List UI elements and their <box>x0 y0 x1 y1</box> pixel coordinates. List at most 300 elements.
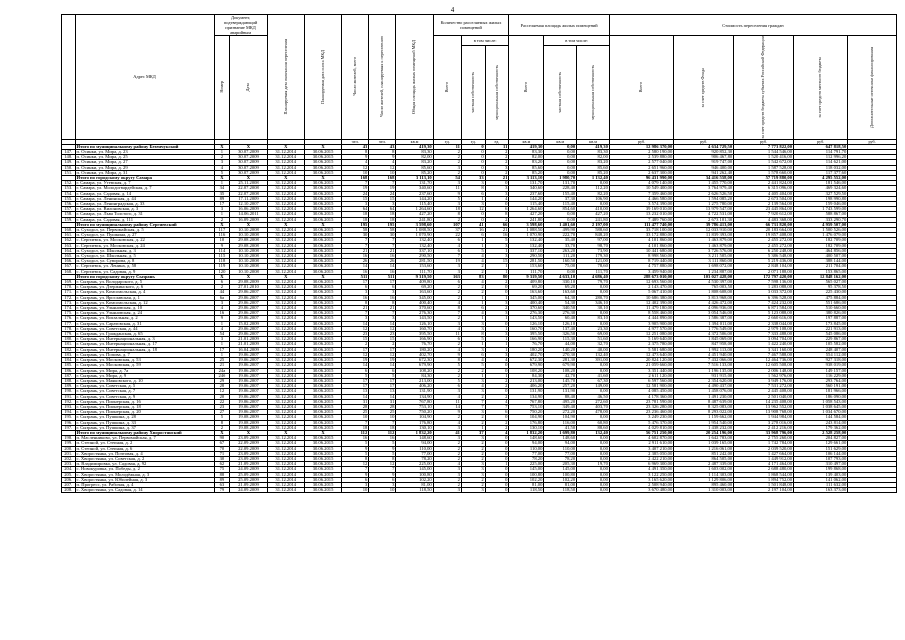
cell-cost-region: 7 424 232,00 <box>734 300 794 305</box>
cell-doc-date: 29.06.2007 <box>230 306 267 311</box>
cell-doc-date: 29.06.2007 <box>230 332 267 337</box>
cell-doc-number: 3 <box>214 207 230 212</box>
cell-doc-number: 4 <box>214 326 230 331</box>
cell-cost-fund: 919 747,00 <box>674 160 734 165</box>
cell-doc-date: 25.11.2008 <box>230 181 267 186</box>
cell-planned-end: 31.12.2014 <box>267 186 304 191</box>
cell-row-number: 204. <box>62 467 76 472</box>
cell-row-number: 153. <box>62 186 76 191</box>
col-rooms-private-header: частная собственность <box>461 46 485 140</box>
cell-rooms-total: 2 <box>433 149 461 154</box>
table-row <box>62 488 897 493</box>
cell-rooms-municipal: 3 <box>485 332 509 337</box>
cell-total-area: 84,30 <box>396 373 433 378</box>
cell-residents: 511 <box>342 274 369 279</box>
cell-cost-fund: 13 979 547,00 <box>674 207 734 212</box>
cell-area-total: 76,70 <box>509 342 544 347</box>
cell-cost-local: 182 709,00 <box>794 238 848 243</box>
cell-rooms-municipal: 0 <box>485 321 509 326</box>
cell-total-area: 180,20 <box>396 347 433 352</box>
cell-planned-end: 31.12.2014 <box>267 326 304 331</box>
cell-planned-demolition: 30.06.2015 <box>304 238 341 243</box>
cell-area-total: 130,10 <box>509 425 544 430</box>
cell-row-number: 193. <box>62 404 76 409</box>
cell-planned-demolition: 30.06.2015 <box>304 228 341 233</box>
cell-residents: 6 <box>342 368 369 373</box>
cell-rooms-total: 4 <box>433 394 461 399</box>
cell-rooms-private: 33 <box>461 175 485 180</box>
cell-rooms-municipal: 0 <box>485 477 509 482</box>
cell-doc-number: 4 <box>214 165 230 170</box>
cell-residents-planned: 5 <box>369 451 396 456</box>
cell-planned-demolition: 30.06.2015 <box>304 285 341 290</box>
cell-rooms-private: 2 <box>461 482 485 487</box>
cell-residents-planned: 7 <box>369 311 396 316</box>
cell-rooms-private: 0 <box>461 170 485 175</box>
col-total-area-header: Общая площадь жилых помещений МКД <box>396 15 433 140</box>
cell-address: п. Осинки, ул. Мира, д. 31 <box>75 170 214 175</box>
cell-rooms-private: 3 <box>461 436 485 441</box>
cell-residents-planned: 511 <box>369 274 396 279</box>
cell-planned-demolition: 30.06.2015 <box>304 280 341 285</box>
cell-planned-demolition: 30.06.2015 <box>304 191 341 196</box>
cell-area-municipal: 427,20 <box>577 212 610 217</box>
cell-doc-number: 20 <box>214 394 230 399</box>
cell-area-private: 33,70 <box>544 243 577 248</box>
cell-residents: 21 <box>342 306 369 311</box>
cell-cost-fund: 1 992 113,00 <box>674 347 734 352</box>
cell-rooms-municipal: 0 <box>485 451 509 456</box>
cell-address: г. Самара, ул. Утевская, д. 7 <box>75 181 214 186</box>
cell-cost-total: 2 577 040,00 <box>609 160 673 165</box>
cell-planned-end: 31.12.2014 <box>267 368 304 373</box>
cell-area-municipal: 82,20 <box>577 191 610 196</box>
cell-cost-total: 23 326 280,00 <box>609 404 673 409</box>
cell-planned-demolition: X <box>304 222 341 227</box>
cell-address: г. Сызрань, ул. Ярославская, д. 1 <box>75 295 214 300</box>
cell-cost-region: 1 742 784,00 <box>734 441 794 446</box>
cell-residents-planned: 18 <box>369 212 396 217</box>
cell-area-private: 326,50 <box>544 332 577 337</box>
cell-residents-planned: 14 <box>369 321 396 326</box>
cell-cost-region: 2 412 216,00 <box>734 425 794 430</box>
cell-area-total: 115,40 <box>509 202 544 207</box>
cell-area-municipal: 0,00 <box>577 472 610 477</box>
cell-area-private: 108,20 <box>544 368 577 373</box>
cell-residents-planned: 15 <box>369 337 396 342</box>
cell-rooms-municipal: 2 <box>485 170 509 175</box>
cell-cost-total: 56 751 250,00 <box>609 430 673 435</box>
cell-planned-end: 31.12.2014 <box>267 462 304 467</box>
cell-residents-planned: 195 <box>369 222 396 227</box>
cell-planned-demolition: 30.06.2015 <box>304 264 341 269</box>
cell-rooms-private: 2 <box>461 285 485 290</box>
cell-planned-end: 31.12.2014 <box>267 384 304 389</box>
cell-cost-region: 7 467 588,00 <box>734 352 794 357</box>
cell-cost-fund: 1 491 230,00 <box>674 394 734 399</box>
cell-cost-fund: 1 275 780,00 <box>674 202 734 207</box>
cell-residents-planned: 5 <box>369 373 396 378</box>
cell-cost-region: 14 235 408,00 <box>734 399 794 404</box>
cell-area-total: 1 264,60 <box>509 207 544 212</box>
cell-planned-end: 31.12.2014 <box>267 394 304 399</box>
cell-rooms-total: 41 <box>433 430 461 435</box>
cell-cost-total: 2 651 960,00 <box>609 165 673 170</box>
cell-area-municipal: 4 686,40 <box>577 274 610 279</box>
cell-area-private: 0,00 <box>544 149 577 154</box>
cell-row-number: 161. <box>62 233 76 238</box>
cell-rooms-total: 2 <box>433 477 461 482</box>
cell-area-municipal: 0,00 <box>577 363 610 368</box>
cell-rooms-private: 1 <box>461 238 485 243</box>
cell-cost-total: 288 673 010,00 <box>609 274 673 279</box>
cell-area-municipal: 346,10 <box>577 300 610 305</box>
cell-area-private: 35,40 <box>544 238 577 243</box>
cell-area-private: 854,60 <box>544 207 577 212</box>
cell-row-number: 202. <box>62 456 76 461</box>
cell-cost-total: 3 574 390,00 <box>609 202 673 207</box>
cell-cost-local: 107 793,00 <box>794 456 848 461</box>
cell-area-municipal: 32,70 <box>577 342 610 347</box>
cell-cost-total: 2 539 880,00 <box>609 155 673 160</box>
cell-rooms-total: 2 <box>433 415 461 420</box>
cell-row-number: 177. <box>62 321 76 326</box>
cell-address: п. Осинки, ул. Мира, д. 23 <box>75 149 214 154</box>
cell-cost-region: 12 464 736,00 <box>734 358 794 363</box>
cell-planned-end: 31.12.2014 <box>267 207 304 212</box>
cell-cost-region: 2 755 260,00 <box>734 436 794 441</box>
cell-row-number: 147. <box>62 149 76 154</box>
col-rooms-municipal-header: муниципальная собственность <box>485 46 509 140</box>
cell-area-private: 263,20 <box>544 248 577 253</box>
cell-area-private: 115,40 <box>544 202 577 207</box>
cell-area-private: 104,90 <box>544 415 577 420</box>
cell-area-total: 85,20 <box>509 170 544 175</box>
cell-area-private: 0,00 <box>544 170 577 175</box>
cell-row-number: 168. <box>62 269 76 274</box>
cell-planned-end: 31.12.2014 <box>267 264 304 269</box>
cell-residents-planned: 7 <box>369 181 396 186</box>
cell-cost-fund: 3 764 979,40 <box>674 186 734 191</box>
cell-cost-total: 8 998 560,00 <box>609 254 673 259</box>
cell-residents-planned: 17 <box>369 280 396 285</box>
cell-area-municipal: 23,30 <box>577 326 610 331</box>
cell-area-municipal: 0,00 <box>577 451 610 456</box>
cell-total-area: 402,70 <box>396 352 433 357</box>
cell-cost-fund: 1 039 165,00 <box>674 441 734 446</box>
cell-row-number: 196. <box>62 420 76 425</box>
cell-area-municipal: 391,00 <box>577 358 610 363</box>
cell-area-total: 237,60 <box>509 191 544 196</box>
cell-cost-region: 5 123 088,00 <box>734 311 794 316</box>
cell-cost-local: 927 318,00 <box>794 358 848 363</box>
cell-planned-end: 31.12.2014 <box>267 337 304 342</box>
cell-doc-date: 19.08.2009 <box>230 415 267 420</box>
cell-rooms-private: 7 <box>461 399 485 404</box>
cell-planned-demolition: 30.06.2015 <box>304 170 341 175</box>
cell-total-area: 1 070,90 <box>396 233 433 238</box>
cell-cost-local: 106 144,00 <box>794 451 848 456</box>
cell-rooms-private: 3 <box>461 467 485 472</box>
cell-planned-demolition: 30.06.2015 <box>304 363 341 368</box>
cell-area-total: 340,60 <box>509 186 544 191</box>
cell-residents: 5 <box>342 373 369 378</box>
cell-area-private: 1 699,80 <box>544 430 577 435</box>
cell-rooms-private: 0 <box>461 149 485 154</box>
cell-total-area: 76,70 <box>396 342 433 347</box>
cell-rooms-total: 2 <box>433 217 461 222</box>
cell-doc-date: 16.09.2009 <box>230 217 267 222</box>
cell-area-municipal: 85,20 <box>577 170 610 175</box>
cell-row-number: 171. <box>62 290 76 295</box>
cell-area-municipal: 132,40 <box>577 430 610 435</box>
cell-cost-fund: 847 958,00 <box>674 342 734 347</box>
cell-residents-planned: 10 <box>369 170 396 175</box>
cell-cost-fund: 1 776 549,00 <box>674 326 734 331</box>
cell-address: г. Самара, ул. Ленинская, д. 44 <box>75 196 214 201</box>
cell-planned-demolition: 30.06.2015 <box>304 368 341 373</box>
cell-rooms-total: 8 <box>433 212 461 217</box>
cell-cost-total: 5 581 680,00 <box>609 347 673 352</box>
cell-planned-end: 31.12.2014 <box>267 233 304 238</box>
cell-cost-total: 3 122 250,00 <box>609 472 673 477</box>
cell-doc-date: 10.10.2008 <box>230 259 267 264</box>
cell-rooms-municipal: 1 <box>485 337 509 342</box>
cell-row-number: 185. <box>62 363 76 368</box>
cell-cost-region: 1 562 976,00 <box>734 373 794 378</box>
cell-doc-number: X <box>214 222 230 227</box>
cell-area-municipal: 67,30 <box>577 378 610 383</box>
cell-cost-local: 248 407,00 <box>794 347 848 352</box>
cell-row-number: 163. <box>62 243 76 248</box>
cell-cost-fund: 3 211 505,00 <box>674 254 734 259</box>
cell-area-total: 753,10 <box>509 404 544 409</box>
cell-planned-demolition: 30.06.2015 <box>304 165 341 170</box>
cell-doc-date: X <box>230 175 267 180</box>
cell-total-area: 1 088,50 <box>396 228 433 233</box>
cell-area-municipal: 121,00 <box>577 259 610 264</box>
cell-cost-local: 388 144,00 <box>794 259 848 264</box>
cell-residents: 2 <box>342 342 369 347</box>
col-cost-region-header: за счет средств бюджета субъекта Российской Федерации <box>734 36 794 140</box>
cell-cost-fund: 765 003,50 <box>674 285 734 290</box>
cell-doc-date: 29.08.2009 <box>230 280 267 285</box>
cell-cost-local: 475 884,00 <box>794 295 848 300</box>
cell-total-area: 104,90 <box>396 415 433 420</box>
cell-address: с. Сергиевск, ул. Московская, д. 22 <box>75 238 214 243</box>
cell-cost-region: 1 868 544,00 <box>734 472 794 477</box>
cell-area-private: 499,90 <box>544 228 577 233</box>
cell-cost-fund: 4 451 940,00 <box>674 352 734 357</box>
cell-cost-fund: 2 626 526,50 <box>674 191 734 196</box>
cell-rooms-municipal: 1 <box>485 347 509 352</box>
cell-area-municipal: 403,70 <box>577 404 610 409</box>
cell-residents-planned: 13 <box>369 389 396 394</box>
cell-residents: 21 <box>342 248 369 253</box>
cell-area-private: 137,40 <box>544 326 577 331</box>
cell-cost-region: 33 968 796,00 <box>734 430 794 435</box>
cell-cost-local: 333 290,70 <box>794 217 848 222</box>
cell-rooms-private: 2 <box>461 264 485 269</box>
cell-cost-fund: 1 458 076,00 <box>674 389 734 394</box>
cell-residents: 5 <box>342 451 369 456</box>
cell-rooms-municipal: 2 <box>485 394 509 399</box>
cell-planned-demolition: 30.06.2015 <box>304 347 341 352</box>
cell-cost-region: 2 660 616,00 <box>734 316 794 321</box>
cell-cost-region: 1 449 912,00 <box>734 456 794 461</box>
cell-rooms-municipal: 2 <box>485 217 509 222</box>
cell-planned-demolition: 30.06.2015 <box>304 311 341 316</box>
cell-rooms-private: 4 <box>461 280 485 285</box>
cell-row-number: 188. <box>62 378 76 383</box>
cell-total-area: 110,00 <box>396 446 433 451</box>
cell-planned-demolition: 30.06.2015 <box>304 404 341 409</box>
cell-cost-total: 2 611 120,00 <box>609 373 673 378</box>
col-rooms-total-header: Всего <box>433 36 461 140</box>
cell-residents: 16 <box>342 436 369 441</box>
cell-cost-total: 4 178 360,00 <box>609 394 673 399</box>
cell-cost-total: 33 718 100,00 <box>609 228 673 233</box>
cell-residents: 17 <box>342 384 369 389</box>
cell-rooms-municipal: 16 <box>485 233 509 238</box>
cell-address: п. Суходол, ул. Первомайская, д. 5 <box>75 228 214 233</box>
cell-cost-local: 181 966,00 <box>794 389 848 394</box>
cell-planned-end: 31.12.2014 <box>267 165 304 170</box>
cell-area-total: 3 598,60 <box>509 222 544 227</box>
cell-total-area: 148,60 <box>396 436 433 441</box>
cell-total-area: 395,50 <box>396 332 433 337</box>
cell-doc-number: 2 <box>214 217 230 222</box>
cell-cost-region: 12 605 508,00 <box>734 363 794 368</box>
cell-planned-end: 31.12.2014 <box>267 420 304 425</box>
cell-residents: 19 <box>342 186 369 191</box>
cell-row-number: 151. <box>62 170 76 175</box>
cell-rooms-total: 2 <box>433 446 461 451</box>
cell-residents-planned: 8 <box>369 456 396 461</box>
cell-rooms-private: 0 <box>461 160 485 165</box>
cell-address: г. Сызрань, ул. Попова, д. 7 <box>75 352 214 357</box>
cell-cost-region: 3 278 016,00 <box>734 420 794 425</box>
cell-area-municipal: 40,00 <box>577 347 610 352</box>
cell-residents: 24 <box>342 191 369 196</box>
cell-cost-fund: 1 698 072,00 <box>674 264 734 269</box>
cell-row-number: 182. <box>62 347 76 352</box>
cell-rooms-total: 6 <box>433 280 461 285</box>
cell-doc-date: 23.09.2009 <box>230 451 267 456</box>
cell-area-municipal: 0,00 <box>577 368 610 373</box>
cell-cost-total: 4 029 810,00 <box>609 425 673 430</box>
cell-area-private: 4 633,10 <box>544 274 577 279</box>
cell-residents-planned: 30 <box>369 233 396 238</box>
cell-cost-total: 2 422 210,00 <box>609 456 673 461</box>
cell-rooms-private: 8 <box>461 332 485 337</box>
cell-total-area: 115,40 <box>396 202 433 207</box>
cell-area-municipal: 0,00 <box>577 482 610 487</box>
cell-residents-planned: 19 <box>369 358 396 363</box>
cell-doc-date: 29.06.2007 <box>230 290 267 295</box>
cell-cost-local: 565 027,00 <box>794 280 848 285</box>
cell-cost-fund: 4 426 472,00 <box>674 300 734 305</box>
cell-cost-region: 1 578 660,00 <box>734 170 794 175</box>
cell-planned-end: 31.12.2014 <box>267 149 304 154</box>
cell-rooms-private: 3 <box>461 488 485 493</box>
cell-area-municipal: 0,00 <box>577 321 610 326</box>
cell-area-private: 495,20 <box>544 399 577 404</box>
cell-row-number: 166. <box>62 259 76 264</box>
cell-rooms-private: 0 <box>461 165 485 170</box>
cell-residents: 3 <box>342 316 369 321</box>
cell-area-private: 1 980,70 <box>544 175 577 180</box>
cell-area-municipal: 0,00 <box>577 446 610 451</box>
cell-cost-fund: 1 455 770,00 <box>674 181 734 186</box>
cell-rooms-private: 3 <box>461 472 485 477</box>
cell-area-private: 222,70 <box>544 233 577 238</box>
cell-total-area: 77,00 <box>396 451 433 456</box>
cell-residents: 9 <box>342 472 369 477</box>
cell-cost-local: 151 629,00 <box>794 446 848 451</box>
cell-planned-demolition: 30.06.2015 <box>304 399 341 404</box>
cell-cost-region: 2 688 480,00 <box>734 467 794 472</box>
cell-planned-demolition: 30.06.2015 <box>304 472 341 477</box>
cell-doc-date: 19.06.2007 <box>230 394 267 399</box>
cell-rooms-private: 6 <box>461 191 485 196</box>
cell-cost-region: 13 962 552,00 <box>734 404 794 409</box>
cell-doc-number: 10 <box>214 238 230 243</box>
cell-address: г. Сызрань, ул. Советская, д. 9 <box>75 394 214 399</box>
cell-cost-total: 4 491 350,00 <box>609 467 673 472</box>
cell-area-municipal: 0,00 <box>577 389 610 394</box>
cell-cost-local: 293 764,00 <box>794 378 848 383</box>
cell-rooms-total: 2 <box>433 155 461 160</box>
cell-cost-local: 647 818,50 <box>794 144 848 149</box>
cell-doc-date: 16.06.2009 <box>230 207 267 212</box>
cell-area-private: 163,60 <box>544 290 577 295</box>
cell-total-area: 144,20 <box>396 196 433 201</box>
cell-area-municipal: 60,80 <box>577 420 610 425</box>
cell-area-private: 281,30 <box>544 358 577 363</box>
cell-total-area: 419,30 <box>396 144 433 149</box>
cell-rooms-private: 3 <box>461 462 485 467</box>
cell-planned-end: 31.12.2014 <box>267 373 304 378</box>
cell-cost-total: 3 249 230,00 <box>609 415 673 420</box>
cell-rooms-total: 2 <box>433 441 461 446</box>
cell-total-area: 406,20 <box>396 384 433 389</box>
cell-address: п. Масленниково, ул. Первомайская, д. 7 <box>75 436 214 441</box>
cell-residents: 15 <box>342 337 369 342</box>
cell-cost-total: 12 402 390,00 <box>609 300 673 305</box>
cell-row-number: 194. <box>62 410 76 415</box>
cell-residents-planned: 23 <box>369 332 396 337</box>
cell-cost-region: 1 283 088,00 <box>734 285 794 290</box>
cell-area-total: 110,00 <box>509 446 544 451</box>
cell-rooms-total: 2 <box>433 482 461 487</box>
cell-row-number: 159. <box>62 217 76 222</box>
cell-area-municipal: 79,70 <box>577 280 610 285</box>
cell-cost-local: 1 058 543,00 <box>794 399 848 404</box>
cell-total-area: 679,90 <box>396 363 433 368</box>
cell-doc-number: 21 <box>214 363 230 368</box>
cell-total-area: 163,60 <box>396 290 433 295</box>
cell-total-area: 160,70 <box>396 326 433 331</box>
cell-area-private: 54,30 <box>544 300 577 305</box>
cell-planned-demolition: X <box>304 274 341 279</box>
cell-cost-region: 5 386 548,00 <box>734 254 794 259</box>
cell-rooms-total: 163 <box>433 274 461 279</box>
cell-cost-fund: 2 354 620,00 <box>674 378 734 383</box>
cell-residents-planned: 12 <box>369 326 396 331</box>
cell-rooms-municipal: 1 <box>485 269 509 274</box>
cell-doc-date: 17.11.2009 <box>230 196 267 201</box>
